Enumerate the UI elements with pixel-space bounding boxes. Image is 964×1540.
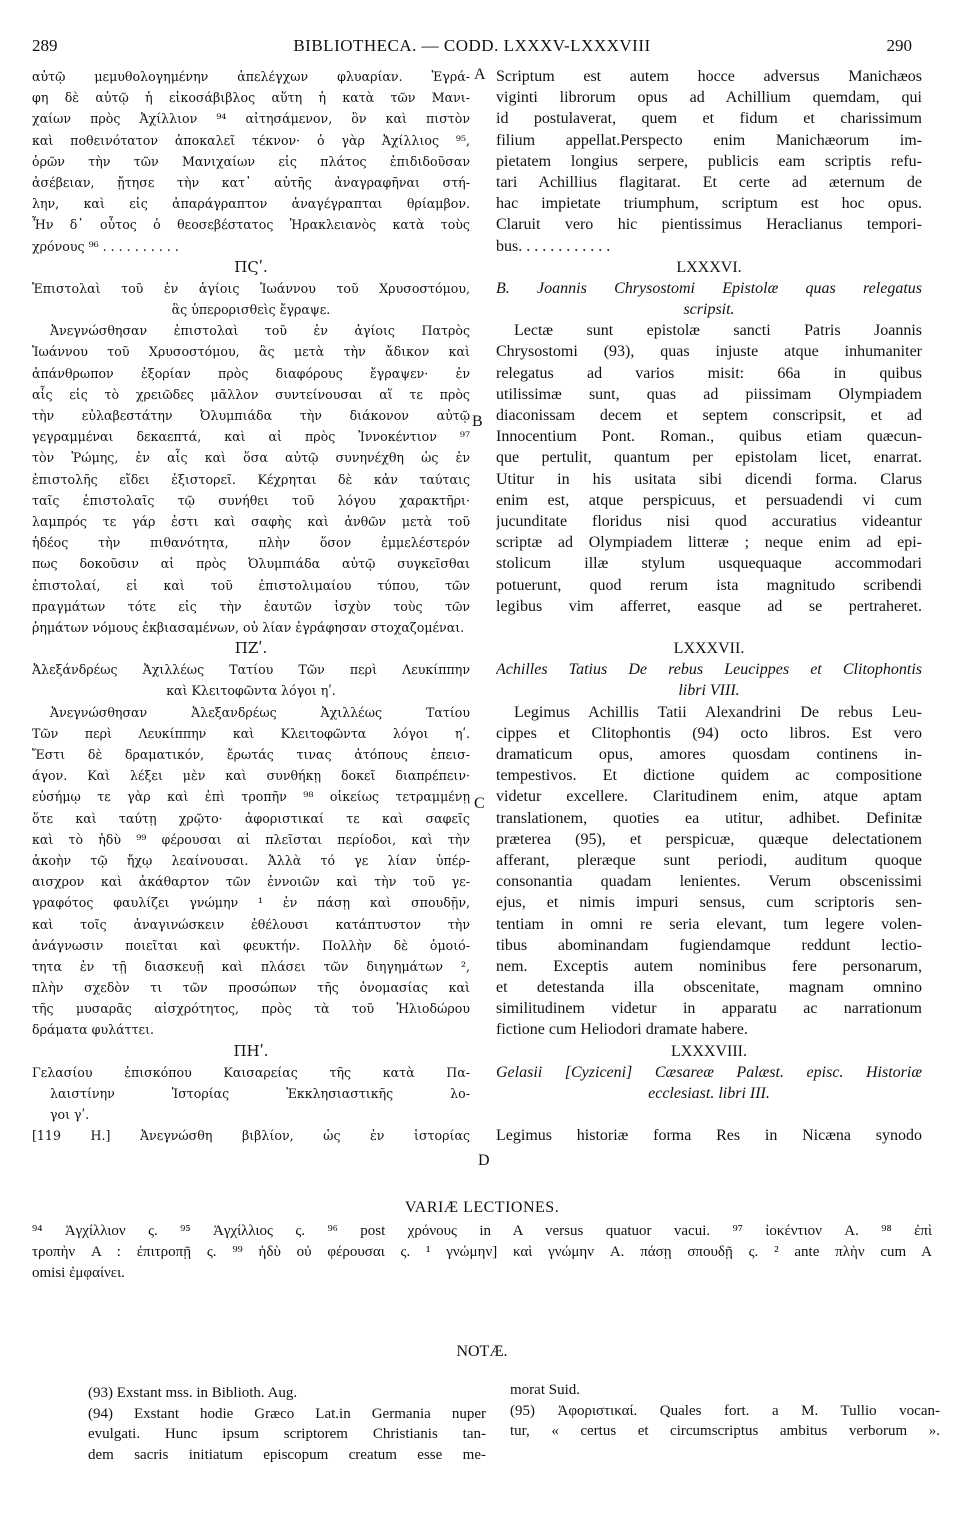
greek-line: ταῖς ἐπιστολαῖς τῷ συνήθει τοῦ λόγου χαρακτῆρι· (32, 492, 470, 508)
latin-line: diaconissam decem et septem conscripsit, et ad (496, 407, 922, 424)
variae-line: τροπὴν A : ἐπιτροπῇ ς. ⁹⁹ ἡδὺ οὐ φέρουσαι ς. ¹ γνώμην] καὶ γνώμην A. πάσῃ σπουδῇ ς. ² ante πλὴν cum A (32, 1244, 932, 1260)
variae-lectiones (32, 1195, 932, 1284)
latin-line: ecclesiast. libri III. (648, 1085, 770, 1102)
notes-left-column (88, 1383, 486, 1465)
latin-line: Gelasii [Cyziceni] Cæsareæ Palæst. episc. Historiæ (496, 1063, 922, 1081)
latin-line: nem. Exceptis autem nominibus fere personarum, (496, 957, 922, 975)
latin-line: similitudinem videtur in apparatu ac narrationum (496, 1000, 922, 1018)
latin-line: potuerunt, quod rerum ista magnitudo scribendi (496, 576, 922, 594)
latin-line: viginti librorum opus ad Achillium quemdam, qui (496, 89, 922, 107)
note-line: (94) Exstant hodie Græco Lat.in Germania nuper (88, 1405, 486, 1422)
greek-line: πως δοκοῦσιν αἱ πρὸς Ὀλυμπιάδα αὐτῷ συγκεῖσθαι (32, 556, 470, 572)
latin-line: tempestivos. Et dictione quidem ac compositione (496, 767, 922, 785)
latin-line: bus. . . . . . . . . . . . (496, 237, 611, 255)
margin-letter-b: B (472, 413, 483, 430)
latin-line: LXXXVI. (676, 258, 742, 276)
greek-line: πραγμάτων τότε εἰς τὴν ἑαυτῶν ἰσχὺν τοὺς τῶν (32, 598, 470, 614)
greek-line: καὶ τὸ ἡδὺ ⁹⁹ φέρουσαι αἱ πλεῖσται περίοδοι, καὶ τὴν (32, 831, 470, 847)
greek-line: ὁρῶν τὴν τῶν Μανιχαίων εἰς πλάτος ἐπιδιδοῦσαν (32, 153, 470, 169)
note-line: evulgati. Hunc ipsum scriptorem Christianis tan- (88, 1426, 486, 1442)
greek-line: τῆς μυσαρᾶς αἰσχρότητος, πρὸς τὰ τοῦ Ἡλιοδώρου (32, 1001, 470, 1017)
latin-line: præterea (95), et perspicuæ, quæque delectationem (496, 830, 922, 848)
variae-line: ⁹⁴ Ἀγχίλλιον ς. ⁹⁵ Ἀγχίλλιος ς. ⁹⁶ post χρόνους in A versus quatuor vacui. ⁹⁷ ἰοκέντιον A. ⁹⁸ ἐπὶ (32, 1223, 932, 1239)
greek-line: τητα ἐν τῇ διασκευῇ καὶ πλάσει τῶν διηγημάτων ², (32, 958, 470, 974)
greek-line: ὅτε καὶ ταύτῃ χρῷτο· ἀφοριστικαί τε καὶ σαφεῖς (32, 810, 470, 826)
latin-line: que pertulit, quantum per epistolam licet, enarrat. (496, 449, 922, 467)
greek-line: χαίων πρὸς Ἀχίλλιον ⁹⁴ αἰτησάμενον, ὃν καὶ πιστὸν (32, 111, 470, 127)
greek-line: αισχρον καὶ ἀκάθαρτον τῶν ἐννοιῶν καὶ τὴν τοῦ γε- (32, 874, 470, 890)
greek-line: γεγραμμέναι δεκαεπτά, καὶ αἱ πρὸς Ἰννοκέντιον ⁹⁷ (32, 429, 470, 445)
latin-line: cippes et Clitophontis (94) octo libros. Est vero (496, 724, 922, 742)
latin-line (496, 1104, 922, 1125)
greek-line: ἀκοὴν τῷ ἤχῳ λεαίνουσαι. Ἀλλὰ τό γε λίαν ὑπέρ- (32, 852, 470, 868)
latin-line: enim est, atque perspicuus, et persuadendi vi cum (496, 491, 922, 509)
greek-line: καὶ Κλειτοφῶντα λόγοι ηʹ. (166, 683, 336, 699)
greek-line: Ἔστι δὲ δραματικόν, ἔρωτάς τινας ἀτόπους ἐπεισ- (32, 747, 470, 762)
latin-line: consonantia quadam lenientes. Verum obscenissimi (496, 873, 922, 891)
latin-line: Legimus Achillis Tatii Alexandrini De rebus Leu- (514, 703, 922, 721)
latin-line: filium appellat.Perspecto enim Manichæorum im- (496, 131, 922, 149)
page-number-right: 290 (886, 36, 912, 55)
latin-line: Legimus historiæ forma Res in Nicæna synodo (496, 1127, 922, 1145)
latin-line: B. Joannis Chrysostomi Epistolæ quas relegatus (496, 279, 922, 297)
latin-line: Claruit vero hic pientissimus Heraclianus tempori- (496, 216, 922, 234)
latin-line: afferant, pleræque sunt periodi, auditum quoque (496, 851, 922, 869)
note-line: (93) Exstant mss. in Biblioth. Aug. (88, 1385, 298, 1401)
greek-line: ἡδέος τὴν πιθανότητα, πλὴν ὅσον ἐμμελέστερόν (32, 535, 470, 551)
greek-line: ἐπιστολαί, εἰ καὶ τοῦ ἐπιστολιμαίου τύπου, τῶν (32, 577, 470, 593)
greek-line: αὐτῷ μεμυθολογημένην ἀπελέγχων φλυαρίαν. Ἐγρά- (32, 69, 470, 84)
latin-line: dramaticum opus, amores quosdam continens in- (496, 746, 922, 763)
greek-line: τὸν Ῥώμης, ἐν αἷς καὶ ὅσα αὐτῷ συνηνέχθη ὡς ἐν (32, 450, 470, 466)
note-line: morat Suid. (510, 1382, 580, 1398)
latin-line: libri VIII. (678, 682, 740, 700)
greek-line: Ἀνεγνώσθησαν Ἀλεξανδρέως Ἀχιλλέως Τατίου (50, 704, 470, 720)
latin-line: Achilles Tatius De rebus Leucippes et Clitophontis (496, 661, 922, 679)
greek-line: πλὴν σχεδὸν τι τῶν προσώπων τῆς ὀνομασίας καὶ (32, 980, 470, 996)
latin-line: translationem, quoties ea utitur, adhibet. Definitæ (496, 809, 922, 827)
greek-line: Ἐπιστολαὶ τοῦ ἐν ἁγίοις Ἰωάννου τοῦ Χρυσοστόμου, (32, 280, 470, 296)
greek-line: ἃς ὑπερορισθεὶς ἔγραψε. (171, 302, 331, 318)
latin-line: Innocentium Pont. Roman., quibus etiam quæcun- (496, 428, 922, 446)
latin-line: fictione cum Heliodori dramate habere. (496, 1021, 748, 1039)
greek-line: ἐπιστολῆς εἴδει ἐξιστορεῖ. Κέχρηται δὲ κἀν ταύταις (32, 471, 470, 487)
greek-line: ἀσέβειαν, ᾔτησε τὴν κατ᾽ αὐτῆς ἀναγραφῆναι στή- (32, 174, 470, 190)
latin-line: Lectæ sunt epistolæ sancti Patris Joannis (514, 322, 922, 340)
notes-right-column (510, 1380, 940, 1442)
greek-line: εὐσήμῳ τε γὰρ καὶ ἐπὶ τροπῆν ⁹⁸ οἰκείως τετραμμένῃ (32, 789, 470, 805)
note-line: dem sacris initiatum episcopum creatum esse me- (88, 1446, 486, 1463)
greek-line: ἀπάνθρωπον ἐξορίαν πρὸς διαφόρους ἔγραψεν· ἐν (32, 365, 470, 381)
greek-line: καὶ τοῖς ἀναγινώσκειν ἐθέλουσι κατάπτυστον τὴν (32, 916, 470, 932)
greek-line: λαμπρός τε γάρ ἐστι καὶ σαφὴς καὶ ἀνθῶν μετὰ τοῦ (32, 513, 470, 529)
greek-line: Ἰωάννου τοῦ Χρυσοστόμου, ἃς μετὰ τὴν ἄδικον καὶ (32, 344, 470, 360)
notae-title: NOTÆ. (456, 1343, 508, 1360)
latin-line: LXXXVIII. (671, 1042, 747, 1060)
latin-line: Utitur in his usitata sibi dicendi forma. Clarus (496, 470, 922, 488)
header-title: BIBLIOTHECA. — CODD. LXXXV-LXXXVIII (293, 36, 651, 55)
greek-line: γοι γʹ. (50, 1107, 90, 1123)
greek-line: δράματα φυλάττει. (32, 1022, 155, 1038)
greek-line: φη δὲ αὐτῷ ἡ εἰκοσάβιβλος αὕτη ἡ κατὰ τῶν Μανι- (32, 90, 470, 106)
greek-column (32, 66, 470, 1147)
latin-line (496, 617, 922, 638)
latin-line: Scriptum est autem hocce adversus Manichæos (496, 68, 922, 85)
page-number-left: 289 (32, 36, 58, 55)
variae-line: omisi ἐμφαίνει. (32, 1265, 125, 1281)
latin-line: et detestanda illa obscenitate, magnam omnino (496, 979, 922, 997)
latin-line: videtur excellere. Claritudinem enim, atque aptam (496, 788, 922, 806)
latin-line: scriptæ ad Olympiadem litteræ ; neque enim ad epi- (496, 534, 922, 552)
greek-line: άγον. Καὶ λέξει μὲν καὶ συνθήκῃ δοκεῖ διαπρέπειν· (32, 768, 470, 784)
variae-lines (32, 1221, 932, 1284)
greek-line: τὴν εὐλαβεστάτην Ὀλυμπιάδα τὴν διάκονον αὐτῷ (32, 408, 470, 423)
greek-line: ΠϚʹ. (234, 257, 268, 276)
greek-line: ΠΗʹ. (233, 1041, 269, 1060)
latin-line: LXXXVII. (673, 640, 745, 658)
note-line: tur, « certus et circumscriptus ambitus verborum ». (510, 1423, 940, 1439)
greek-line: αἷς εἰς τὸ χρειῶδες μᾶλλον συντείνουσαι αἵ τε πρὸς (32, 386, 470, 402)
margin-letter-a: A (474, 66, 486, 83)
greek-line: γραφότος φαυλίζει γνώμην ¹ ἐν πάσῃ καὶ σπουδῇν, (32, 895, 470, 911)
greek-line: ἀνάγνωσιν ποιεῖται καὶ φευκτήν. Πολλὴν δὲ ὁμοιό- (32, 937, 470, 953)
latin-line: ejus, et nimis impuri sensus, cum scriptoris sen- (496, 894, 922, 912)
latin-line: hac impietate triumphum, scriptum est hoc opus. (496, 195, 922, 213)
running-header (32, 36, 912, 60)
latin-line: Chrysostomi (93), quas injuste atque inhumaniter (496, 343, 922, 361)
greek-line: Ἀλεξάνδρέως Ἀχιλλέως Τατίου Τῶν περὶ Λευκίππην (32, 662, 470, 678)
margin-letter-c: C (474, 795, 485, 812)
greek-line: καὶ ποθεινότατον ἀποκαλεῖ τέκνον· ὁ γὰρ Ἀχίλλιος ⁹⁵, (32, 132, 470, 148)
note-line: (95) Ἀφοριστικαί. Quales fort. a M. Tullio vocan- (510, 1402, 940, 1419)
variae-title: VARIÆ LECTIONES. (404, 1199, 560, 1216)
latin-line: tentiam in omni re seria elevant, tum legere volen- (496, 915, 922, 933)
greek-line: Γελασίου ἐπισκόπου Καισαρείας τῆς κατὰ Πα- (32, 1064, 470, 1080)
latin-line: jucunditate floridus nisi quod accuratius videantur (496, 512, 922, 530)
greek-line: λην, καὶ εἰς ἀπαράγραπτον ἀναγέγραπται θρίαμβον. (32, 196, 470, 212)
latin-line: tari Achillius flagitarat. Et certe ad æternum de (496, 173, 922, 191)
margin-letter-d: D (478, 1152, 490, 1169)
greek-line: χρόνους ⁹⁶ . . . . . . . . . . (32, 238, 179, 254)
latin-line: legibus vim afferret, easque ad se pertraheret. (496, 597, 922, 615)
latin-column (496, 66, 922, 1147)
greek-line: ΠΖʹ. (234, 639, 268, 658)
latin-line: utilissimæ sunt, quas ad piissimam Olympiadem (496, 385, 922, 403)
greek-line-wide: ῥημάτων νόμους ἐκβιασαμένων, οὐ λίαν ἐγράφησαν στοχαζομέναι. (32, 619, 465, 635)
latin-line: tibus abominandam fugiendamque reddunt lectio- (496, 936, 922, 954)
greek-line: Τῶν περὶ Λευκίππην καὶ Κλειτοφῶντα λόγοι ηʹ. (32, 725, 470, 741)
greek-line: Ἀνεγνώσθησαν ἐπιστολαὶ τοῦ ἐν ἁγίοις Πατρὸς (50, 323, 470, 339)
greek-line: [119 H.] Ἀνεγνώσθη βιβλίον, ὡς ἐν ἱστορίας (32, 1128, 470, 1144)
latin-line: relegatus ad varios misit: 66a in quibus (496, 364, 922, 382)
greek-line: Ἦν δ᾽ οὗτος ὁ θεοσεβέστατος Ἡρακλειανὸς κατὰ τοὺς (32, 217, 470, 233)
latin-line: stolicum illæ stylum usquequaque accommodari (496, 555, 922, 573)
latin-line: id postulaverat, quem et fidum et charissimum (496, 110, 922, 128)
latin-line: pietatem longius serpere, publicis eam scriptis refu- (496, 152, 922, 170)
latin-line: scripsit. (683, 301, 735, 319)
greek-line: λαιστίνην Ἱστορίας Ἐκκλησιαστικῆς λο- (50, 1086, 470, 1101)
